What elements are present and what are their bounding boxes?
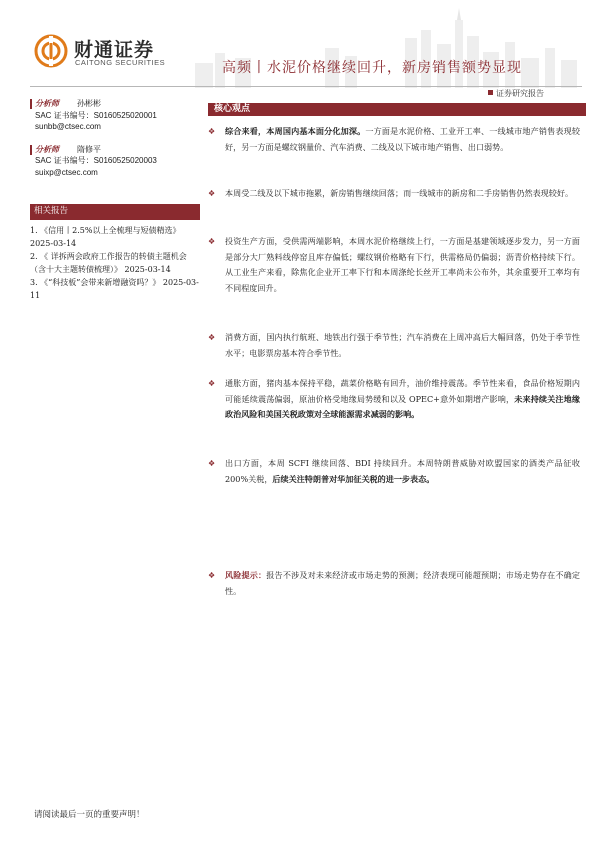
risk-warning — [208, 568, 580, 599]
company-logo — [34, 34, 184, 72]
risk-body: 报告不涉及对未来经济或市场走势的预测；经济表现可能超预期；市场走势存在不确定性。 — [225, 570, 580, 596]
bullet-body: 出口方面，本周 SCFI 继续回落、BDI 持续回升。本周特朗普威胁对欧盟国家的酒类产品征收 200%关税， — [225, 458, 580, 484]
logo-english-text: CAITONG SECURITIES — [75, 58, 166, 67]
analyst-email[interactable]: sunbb@ctsec.com — [35, 122, 101, 131]
core-bullet — [208, 456, 580, 487]
bullet-emphasis: 未来持续关注地缘政治风险和美国关税政策对全球能源需求减弱的影响。 — [225, 393, 580, 419]
related-reports-heading: 相关报告 — [30, 204, 200, 220]
bullet-lead: 综合来看，本周国内基本面分化加深。 — [225, 126, 366, 136]
bullet-body: 通胀方面，猪肉基本保持平稳，蔬菜价格略有回升，油价维持震荡。季节性来看，食品价格短期内可能延续震荡偏弱，原油价格受地缘局势缓和以及 OPEC+意外如期增产影响， — [225, 378, 580, 404]
diamond-bullet-icon: ❖ — [208, 379, 216, 388]
left-sidebar — [30, 98, 200, 302]
core-bullet — [208, 186, 580, 202]
analyst-card — [30, 144, 200, 179]
analyst-cert: SAC 证书编号：S0160525020001 — [35, 110, 157, 120]
logo-chinese-text: 财通证券 — [74, 39, 155, 61]
report-type-label: 证券研究报告 — [496, 89, 544, 98]
core-bullet — [208, 330, 580, 361]
analyst-role: 分析师 — [35, 143, 59, 154]
logo-emblem-icon — [34, 34, 68, 68]
diamond-bullet-icon: ❖ — [208, 237, 216, 246]
diamond-bullet-icon: ❖ — [208, 127, 216, 136]
analyst-name: 孙彬彬 — [77, 99, 101, 108]
footer-disclaimer: 请阅读最后一页的重要声明！ — [34, 810, 145, 820]
bullet-body: 消费方面，国内执行航班、地铁出行强于季节性；汽车消费在上周冲高后大幅回落，仍处于季节性水平；电影票房基本符合季节性。 — [225, 332, 580, 358]
risk-label: 风险提示： — [225, 570, 267, 580]
analyst-name: 隋修平 — [77, 144, 101, 154]
diamond-bullet-icon: ❖ — [208, 571, 216, 580]
related-reports-list — [30, 224, 200, 302]
core-views-heading: 核心观点 — [208, 103, 586, 116]
analyst-email[interactable]: suixp@ctsec.com — [35, 167, 98, 177]
analyst-cert: SAC 证书编号：S0160525020003 — [35, 156, 157, 165]
core-bullet — [208, 234, 580, 296]
analyst-card — [30, 98, 200, 133]
diamond-bullet-icon: ❖ — [208, 189, 216, 198]
core-bullet — [208, 376, 580, 423]
report-type-tag — [488, 88, 544, 99]
bullet-body: 投资生产方面，受供需两端影响，本周水泥价格继续上行，一方面是基建领域逐步发力，另一方面是部分大厂熟料线停窑且库存偏低；螺纹钢价格略有下行，供需格局仍偏弱；沥青价格持续下行。从工业生产来看，除焦化企业开工率下行和本周涤纶长丝开工率尚未公布外，其余重要开工率均有不同程度回升。 — [225, 236, 580, 293]
square-bullet-icon — [488, 90, 493, 95]
diamond-bullet-icon: ❖ — [208, 459, 216, 468]
analyst-role: 分析师 — [35, 98, 59, 108]
diamond-bullet-icon: ❖ — [208, 333, 216, 342]
bullet-body: 一方面是水泥价格、工业开工率、一线城市地产销售表现较好，另一方面是螺纹钢量价、汽车消费、二线及以下城市地产销售、出口弱势。 — [225, 126, 580, 152]
header-divider — [30, 86, 582, 87]
core-bullet — [208, 124, 580, 155]
bullet-body: 本周受二线及以下城市拖累，新房销售继续回落；而一线城市的新房和二手房销售仍然表现较好。 — [225, 188, 574, 198]
report-title: 高频丨水泥价格继续回升，新房销售额势显现 — [222, 60, 522, 76]
related-report-link[interactable]: 2. 《 详拆两会政府工作报告的转债主题机会 （含十大主题转债梳理）》 2025-03-14 — [30, 251, 195, 274]
bullet-emphasis: 后续关注特朗普对华加征关税的进一步表态。 — [272, 473, 435, 484]
related-report-link[interactable]: 3. 《“科技板”会带来新增融资吗？》 2025-03-11 — [30, 277, 199, 300]
related-report-link[interactable]: 1. 《信用丨2.5%以上全梳理与短债精选》 2025-03-14 — [30, 225, 185, 248]
